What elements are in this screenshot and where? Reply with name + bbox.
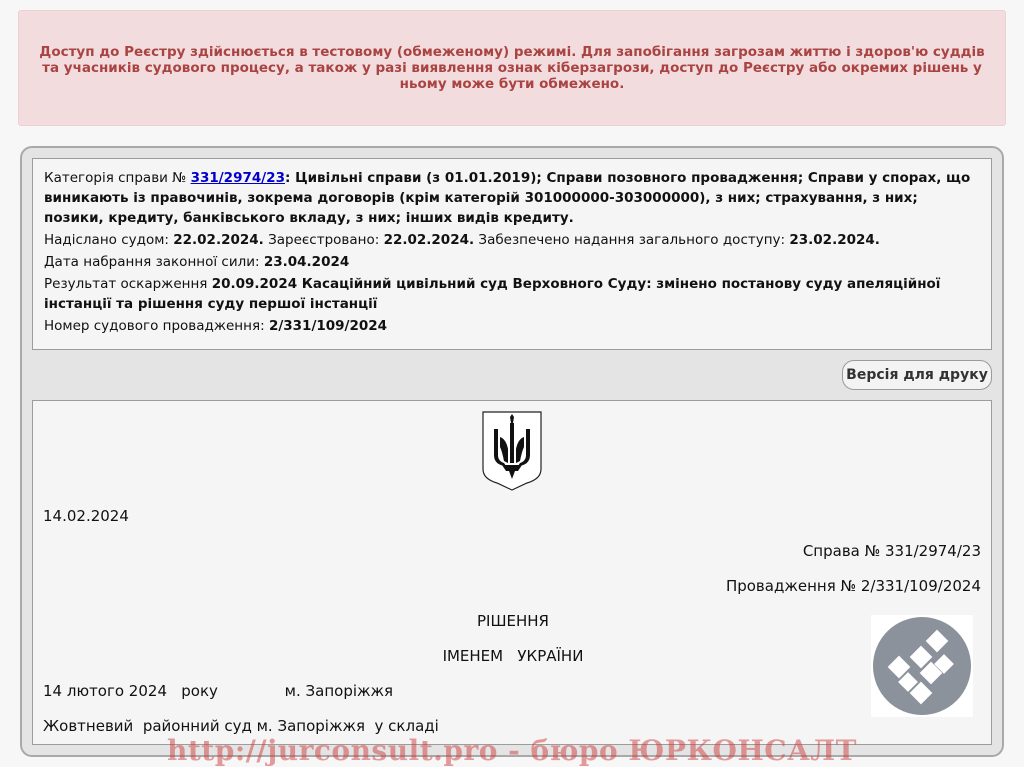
category-label: Категорія справи № xyxy=(44,170,191,186)
effective-value: 23.04.2024 xyxy=(263,254,350,270)
document-date: 14.02.2024 xyxy=(43,507,129,525)
public-access-value: 23.02.2024. xyxy=(789,232,880,248)
appeal-line xyxy=(44,274,980,314)
access-alert xyxy=(18,10,1006,126)
case-number-link[interactable]: 331/2974/23 xyxy=(190,170,285,186)
sent-label: Надіслано судом: xyxy=(44,232,174,248)
proceeding-label: Номер судового провадження: xyxy=(44,318,269,334)
proceeding-line xyxy=(44,316,980,336)
document-court-line: Жовтневий районний суд м. Запоріжжя у складі xyxy=(43,717,439,735)
decision-document xyxy=(32,400,992,745)
puzzle-seal-icon xyxy=(871,615,973,717)
proceeding-value: 2/331/109/2024 xyxy=(268,318,388,334)
dates-line xyxy=(44,230,980,250)
alert-text: Доступ до Реєстру здійснюється в тестовому (обмеженому) режимі. Для запобігання загрозам життю і здоров'ю суддів та учасників судового процесу, а також у разі виявлення ознак кіберзагрози, доступ до Реєстру або окремих рішень у ньому може бути обмежено. xyxy=(39,44,985,92)
document-proceeding-number: Провадження № 2/331/109/2024 xyxy=(725,577,981,595)
registered-label: Зареєстровано: xyxy=(263,232,384,248)
case-info-box xyxy=(32,158,992,350)
effective-label: Дата набрання законної сили: xyxy=(44,254,264,270)
appeal-label: Результат оскарження xyxy=(44,276,212,292)
document-case-number: Справа № 331/2974/23 xyxy=(802,542,981,560)
print-version-button[interactable]: Версія для друку xyxy=(842,360,992,390)
public-access-label: Забезпечено надання загального доступу: xyxy=(474,232,790,248)
appeal-value: 20.09.2024 Касаційний цивільний суд Верховного Суду: змінено постанову суду апеляційної інстанції та рішення суду першої інстанції xyxy=(44,276,941,312)
category-line xyxy=(44,168,980,228)
registered-value: 22.02.2024. xyxy=(383,232,475,248)
category-value: : Цивільні справи (з 01.01.2019); Справи позовного провадження; Справи у спорах, що виникають із правочинів, зокрема договорів (крім категорій 301000000-303000000), з них; страхування, з них; позики, кредиту, банківського вкладу, з них; інших видів кредиту. xyxy=(44,170,971,226)
sent-value: 22.02.2024. xyxy=(173,232,264,248)
decision-panel xyxy=(20,146,1004,757)
effective-date-line xyxy=(44,252,980,272)
document-subtitle: ІМЕНЕМ УКРАЇНИ xyxy=(442,647,584,665)
trident-emblem-icon xyxy=(482,411,542,491)
watermark-text: http://jurconsult.pro - бюро ЮРКОНСАЛТ xyxy=(167,734,857,767)
document-date-city: 14 лютого 2024 року м. Запоріжжя xyxy=(43,682,394,700)
document-title: РІШЕННЯ xyxy=(477,612,549,630)
